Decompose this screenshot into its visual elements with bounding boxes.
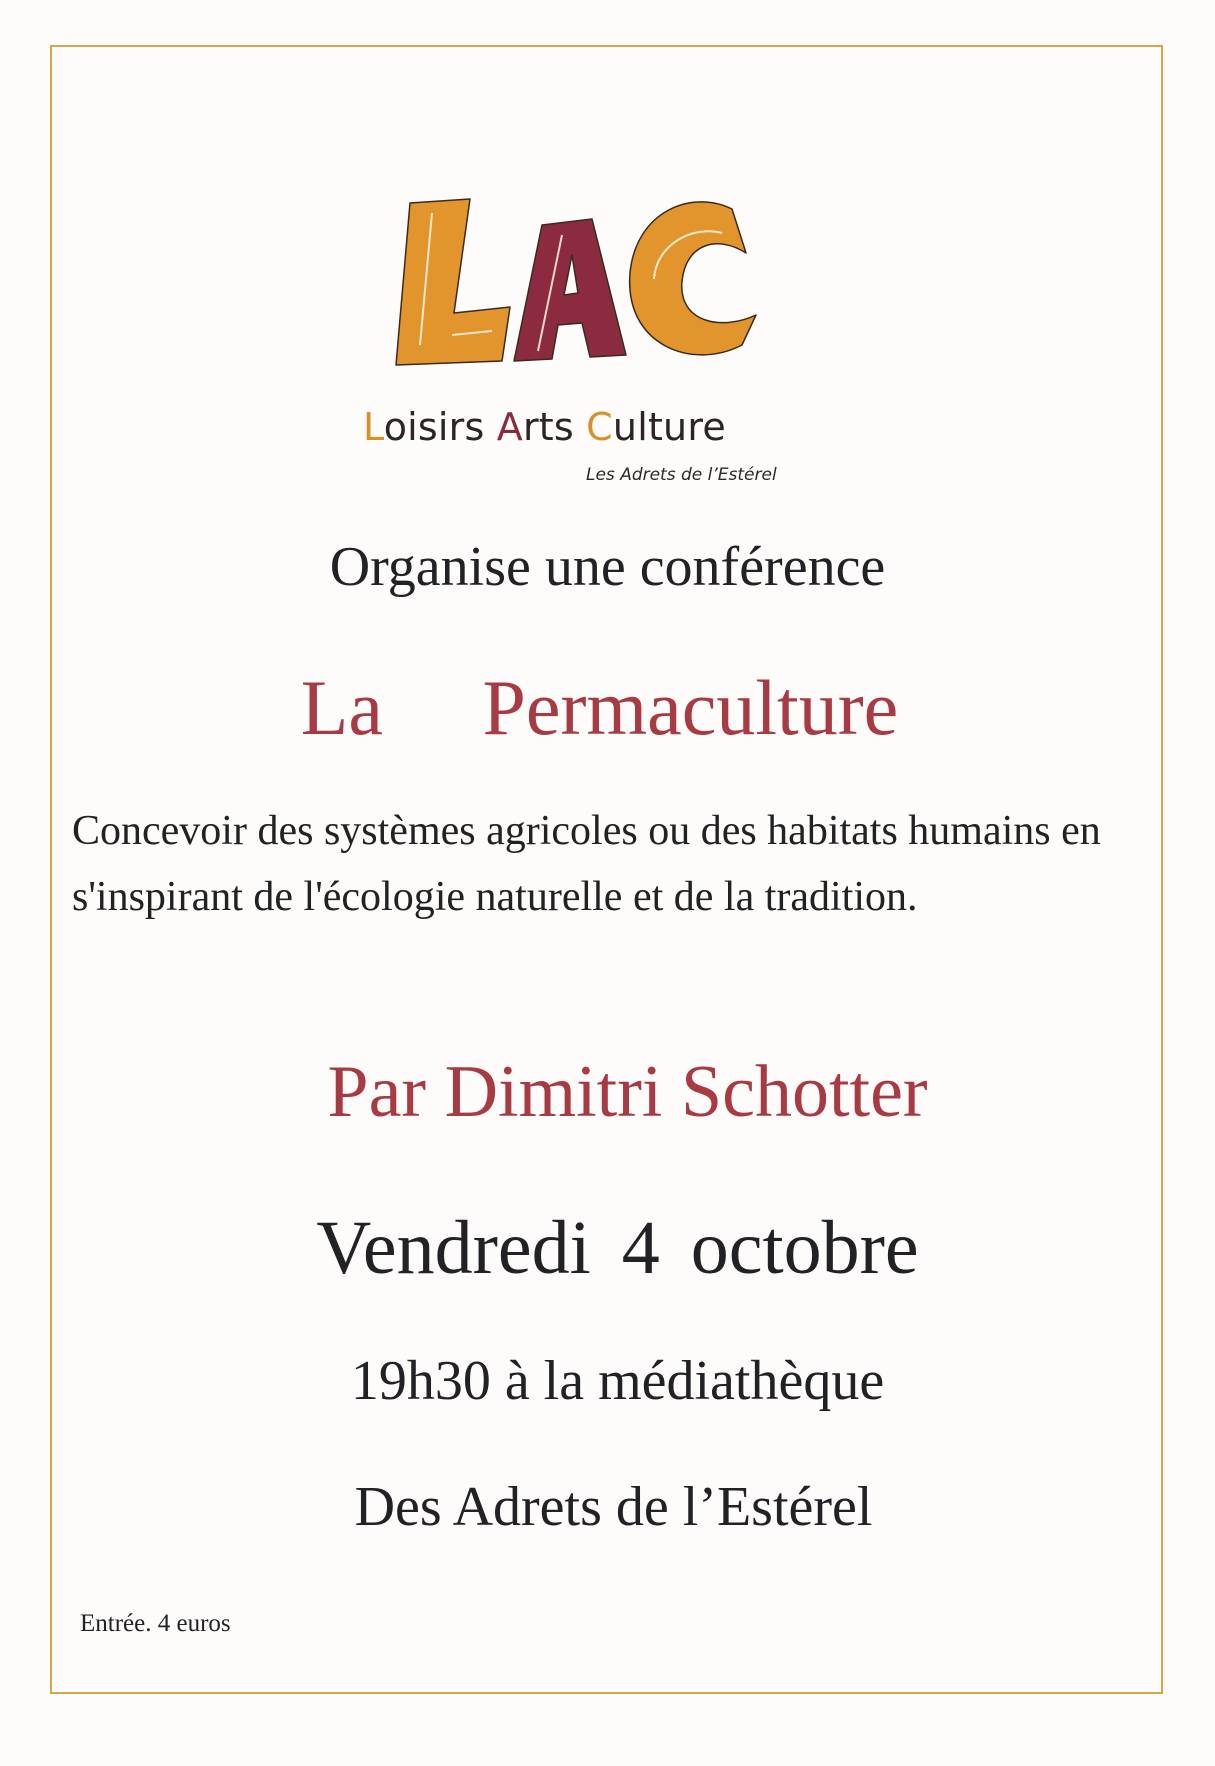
- lac-logo: [392, 195, 782, 370]
- conference-topic: La Permaculture: [300, 664, 899, 751]
- event-location: Des Adrets de l’Estérel: [354, 1476, 873, 1538]
- logo-letter-c: [630, 202, 756, 355]
- event-date: Vendredi 4 octobre: [316, 1206, 919, 1290]
- topic-description: Concevoir des systèmes agricoles ou des habitats humains en s'inspirant de l'écologie naturelle et de la tradition.: [72, 808, 1101, 920]
- entry-price: Entrée. 4 euros: [80, 1610, 231, 1637]
- brand-name: Loisirs Arts Culture: [363, 405, 726, 449]
- event-time-venue: 19h30 à la médiathèque: [350, 1350, 885, 1412]
- intro-heading: Organise une conférence: [329, 536, 886, 598]
- logo-letter-a: [514, 219, 626, 361]
- brand-tagline: Les Adrets de l’Estérel: [586, 465, 777, 485]
- logo-letter-l: [396, 199, 510, 365]
- speaker-name: Par Dimitri Schotter: [327, 1051, 928, 1133]
